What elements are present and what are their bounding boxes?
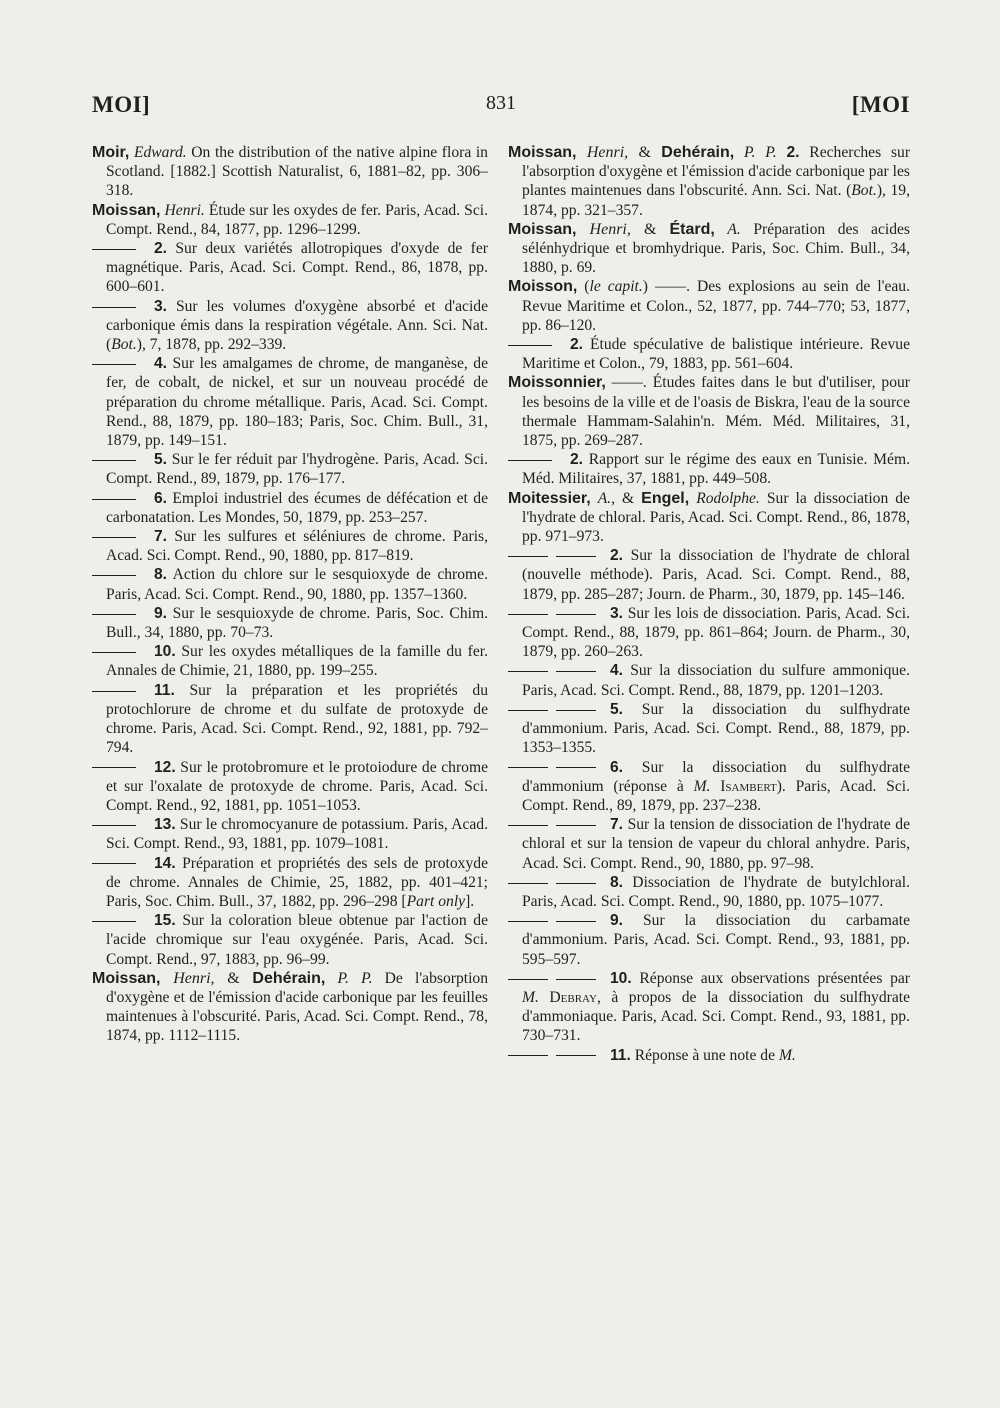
ditto-dash [556, 825, 596, 826]
entry-number: 2. [570, 451, 584, 469]
page-number: 831 [486, 92, 516, 114]
entry-text: Sur le chromocyanure de potassium. Paris, Acad. Sci. Compt. Rend., 93, 1881, pp. 1079–1081. [106, 816, 488, 853]
entry-number: 7. [610, 816, 624, 834]
right-entry [508, 277, 910, 335]
author-name: Moissan, [92, 201, 161, 219]
left-column [92, 143, 488, 1046]
entry-text: Sur les volumes d'oxygène absorbé et d'acide carbonique émis dans la respiration végétale. Ann. Sci. Nat. (Bot.), 7, 1878, pp. 292–339. [106, 297, 488, 354]
entry-number: 8. [610, 873, 624, 891]
left-entry [92, 297, 488, 355]
entry-text: Dissociation de l'hydrate de butylchloral. Paris, Acad. Sci. Compt. Rend., 90, 1880, pp. 1075–1077. [522, 873, 910, 910]
entry-text: Sur le fer réduit par l'hydrogène. Paris, Acad. Sci. Compt. Rend., 89, 1879, pp. 176–177. [106, 451, 488, 488]
ditto-dash [508, 767, 548, 768]
right-entry [508, 335, 910, 373]
entry-number: 2. [570, 336, 584, 354]
right-entry [508, 143, 910, 220]
ditto-dash [508, 614, 548, 615]
right-entry [508, 661, 910, 699]
ditto-dash [92, 614, 136, 615]
entry-number: 9. [610, 912, 624, 930]
entry-text: Réponse aux observations présentées par M. Debray, à propos de la dissociation du sulfhydrate d'ammoniaque. Paris, Acad. Sci. Compt. Rend., 93, 1881, pp. 730–731. [522, 969, 910, 1045]
author-name: Moisson, [508, 278, 578, 296]
ditto-dash [508, 671, 548, 672]
entry-text: Étude spéculative de balistique intérieure. Revue Maritime et Colon., 79, 1883, pp. 561–604. [522, 336, 910, 373]
entry-text: A. Préparation des acides sélénhydrique et bromhydrique. Paris, Soc. Chim. Bull., 34, 1880, p. 69. [522, 220, 910, 277]
ditto-dash [556, 767, 596, 768]
entry-number: 3. [154, 297, 168, 315]
left-entry [92, 854, 488, 912]
right-entry [508, 489, 910, 547]
entry-text: Sur le sesquioxyde de chrome. Paris, Soc. Chim. Bull., 34, 1880, pp. 70–73. [106, 604, 488, 642]
ditto-dash [92, 307, 136, 308]
ditto-dash [508, 1055, 548, 1056]
entry-number: 5. [610, 700, 624, 718]
entry-text: Sur le protobromure et le protoiodure de chrome et sur l'oxalate de protoxyde de chrome. Paris, Acad. Sci. Compt. Rend., 92, 1881, pp. 1051–1053. [106, 758, 488, 814]
ditto-dash [556, 710, 596, 711]
entry-number: 12. [154, 758, 176, 776]
ditto-dash [556, 921, 596, 922]
author-name: Moitessier, [508, 489, 591, 507]
ditto-dash [92, 537, 136, 538]
entry-text: Edward. On the distribution of the native alpine flora in Scotland. [1882.] Scottish Naturalist, 6, 1881–82, pp. 306–318. [106, 144, 488, 200]
ditto-dash [92, 249, 136, 250]
author-name: Moissan, Henri, & Dehérain, [92, 969, 326, 987]
ditto-dash [92, 364, 136, 365]
entry-text: Sur les amalgames de chrome, de manganèse, de fer, de cobalt, de nickel, et sur un nouveau procédé de préparation du chrome métallique. Paris, Acad. Sci. Compt. Rend., 88, 1879, pp. 180–183; Paris, Soc. Chim. Bull., 31, 1879, pp. 149–151. [106, 355, 488, 450]
header-right-guide: [MOI [851, 92, 910, 117]
entry-text: Sur les oxydes métalliques de la famille du fer. Annales de Chimie, 21, 1880, pp. 199–255. [106, 643, 488, 680]
entry-number: 3. [610, 604, 624, 622]
ditto-dash [92, 499, 136, 500]
entry-number: 15. [154, 912, 176, 930]
entry-text: Rapport sur le régime des eaux en Tunisie. Mém. Méd. Militaires, 37, 1881, pp. 449–508. [522, 451, 910, 488]
entry-text: Préparation et propriétés des sels de protoxyde de chrome. Annales de Chimie, 25, 1882, pp. 401–421; Paris, Soc. Chim. Bull., 37, 1882, pp. 296–298 [Part only]. [106, 854, 488, 910]
right-entry [508, 700, 910, 758]
left-entry [92, 642, 488, 680]
ditto-dash [92, 691, 136, 692]
ditto-dash [508, 345, 552, 346]
left-entry [92, 604, 488, 642]
header-left-guide: MOI] [92, 92, 151, 117]
ditto-dash [92, 825, 136, 826]
entry-text: Sur la dissociation de l'hydrate de chloral (nouvelle méthode). Paris, Acad. Sci. Compt. Rend., 88, 1879, pp. 285–287; Journ. de Pharm., 30, 1879, pp. 145–146. [522, 547, 910, 603]
ditto-dash [508, 921, 548, 922]
entry-number: 10. [610, 969, 632, 987]
left-entry [92, 143, 488, 201]
entry-number: 6. [610, 758, 624, 776]
ditto-dash [92, 575, 136, 576]
ditto-dash [92, 767, 136, 768]
ditto-dash [556, 556, 596, 557]
entry-number: 6. [154, 489, 168, 507]
author-name: Moissan, Henri, & Étard, [508, 220, 715, 238]
entry-text: Sur la dissociation du carbamate d'ammonium. Paris, Acad. Sci. Compt. Rend., 93, 1881, pp. 595–597. [522, 912, 910, 968]
entry-number: 7. [154, 528, 168, 546]
ditto-dash [508, 979, 548, 980]
entry-text: Sur la dissociation du sulfhydrate d'ammonium. Paris, Acad. Sci. Compt. Rend., 88, 1879, pp. 1353–1355. [522, 700, 910, 757]
entry-number: 4. [610, 662, 624, 680]
entry-number: 11. [610, 1046, 631, 1064]
entry-text: Action du chlore sur le sesquioxyde de chrome. Paris, Acad. Sci. Compt. Rend., 90, 1880, pp. 1357–1360. [106, 566, 488, 603]
entry-text: Sur les sulfures et séléniures de chrome. Paris, Acad. Sci. Compt. Rend., 90, 1880, pp. 817–819. [106, 528, 488, 565]
entry-text: A., & Engel, Rodolphe. Sur la dissociation de l'hydrate de chloral. Paris, Acad. Sci. Compt. Rend., 86, 1878, pp. 971–973. [522, 489, 910, 546]
ditto-dash [556, 671, 596, 672]
entry-text: Réponse à une note de M. [630, 1046, 796, 1064]
ditto-dash [556, 614, 596, 615]
right-column [508, 143, 910, 1065]
author-name: Moir, [92, 144, 130, 161]
entry-text: ——. Études faites dans le but d'utiliser, pour les besoins de la ville et de l'oasis de Biskra, l'eau de la source thermale Hammam-Salahin'n. Mém. Méd. Militaires, 31, 1875, pp. 269–287. [522, 374, 910, 450]
entry-text: Sur la préparation et les propriétés du protochlorure de chrome et du sulfate de protoxyde de chrome. Paris, Acad. Sci. Compt. Rend., 92, 1881, pp. 792–794. [106, 681, 488, 757]
entry-number: 8. [154, 566, 168, 584]
ditto-dash [556, 883, 596, 884]
entry-text: Sur la coloration bleue obtenue par l'action de l'acide chromique sur l'eau oxygénée. Paris, Acad. Sci. Compt. Rend., 97, 1883, pp. 96–99. [106, 912, 488, 968]
ditto-dash [92, 921, 136, 922]
right-entry [508, 450, 910, 488]
ditto-dash [556, 1055, 596, 1056]
left-entry [92, 969, 488, 1046]
ditto-dash [92, 460, 136, 461]
ditto-dash [508, 556, 548, 557]
right-entry [508, 815, 910, 873]
entry-number: 2. [610, 547, 624, 565]
right-entry [508, 1046, 910, 1065]
left-entry [92, 565, 488, 603]
entry-text: Sur deux variétés allotropiques d'oxyde de fer magnétique. Paris, Acad. Sci. Compt. Rend., 86, 1878, pp. 600–601. [106, 240, 488, 296]
left-entry [92, 489, 488, 527]
entry-number: 10. [154, 643, 176, 661]
left-entry [92, 239, 488, 297]
right-entry [508, 969, 910, 1046]
ditto-dash [508, 883, 548, 884]
left-entry [92, 911, 488, 969]
entry-text: Sur la tension de dissociation de l'hydrate de chloral et sur la tension de vapeur du chloral anhydre. Paris, Acad. Sci. Compt. Rend., 90, 1880, pp. 97–98. [522, 816, 910, 872]
right-entry [508, 758, 910, 816]
entry-text: Sur les lois de dissociation. Paris, Acad. Sci. Compt. Rend., 88, 1879, pp. 861–864; Journ. de Pharm., 30, 1879, pp. 260–263. [522, 604, 910, 661]
running-header [92, 92, 910, 126]
ditto-dash [508, 460, 552, 461]
author-name: Moissan, Henri, & Dehérain, [508, 144, 735, 161]
ditto-dash [92, 652, 136, 653]
entry-number: 4. [154, 355, 168, 373]
left-entry [92, 527, 488, 565]
ditto-dash [92, 863, 136, 864]
right-entry [508, 873, 910, 911]
entry-number: 13. [154, 816, 176, 834]
left-entry [92, 354, 488, 450]
entry-number: 5. [154, 451, 168, 469]
entry-number: 2. [154, 240, 168, 258]
entry-text: Henri. Étude sur les oxydes de fer. Paris, Acad. Sci. Compt. Rend., 84, 1877, pp. 1296–1299. [106, 201, 488, 238]
right-entry [508, 373, 910, 450]
left-entry [92, 450, 488, 488]
right-entry [508, 604, 910, 662]
entry-text: P. P. De l'absorption d'oxygène et de l'émission d'acide carbonique par les feuilles maintenues à l'obscurité. Paris, Acad. Sci. Compt. Rend., 78, 1874, pp. 1112–1115. [106, 969, 488, 1045]
entry-text: (le capit.) ——. Des explosions au sein de l'eau. Revue Maritime et Colon., 52, 1877, pp. 744–770; 53, 1877, pp. 86–120. [522, 278, 910, 334]
entry-text: Sur la dissociation du sulfure ammonique. Paris, Acad. Sci. Compt. Rend., 88, 1879, pp. 1201–1203. [522, 662, 910, 699]
right-entry [508, 220, 910, 278]
ditto-dash [508, 825, 548, 826]
entry-text: Sur la dissociation du sulfhydrate d'ammonium (réponse à M. Isambert). Paris, Acad. Sci. Compt. Rend., 89, 1879, pp. 237–238. [522, 758, 910, 814]
entry-number: 9. [154, 604, 168, 622]
left-entry [92, 201, 488, 239]
entry-number: 14. [154, 854, 176, 872]
ditto-dash [556, 979, 596, 980]
ditto-dash [508, 710, 548, 711]
right-entry [508, 911, 910, 969]
left-entry [92, 681, 488, 758]
left-entry [92, 758, 488, 816]
entry-number: 11. [154, 681, 175, 699]
entry-text: P. P. 2. Recherches sur l'absorption d'oxygène et l'émission d'acide carbonique par les plantes maintenues dans l'obscurité. Ann. Sci. Nat. (Bot.), 19, 1874, pp. 321–357. [522, 144, 911, 219]
entry-text: Emploi industriel des écumes de défécation et de carbonatation. Les Mondes, 50, 1879, pp. 253–257. [106, 489, 488, 526]
right-entry [508, 546, 910, 604]
left-entry [92, 815, 488, 853]
author-name: Moissonnier, [508, 374, 606, 392]
